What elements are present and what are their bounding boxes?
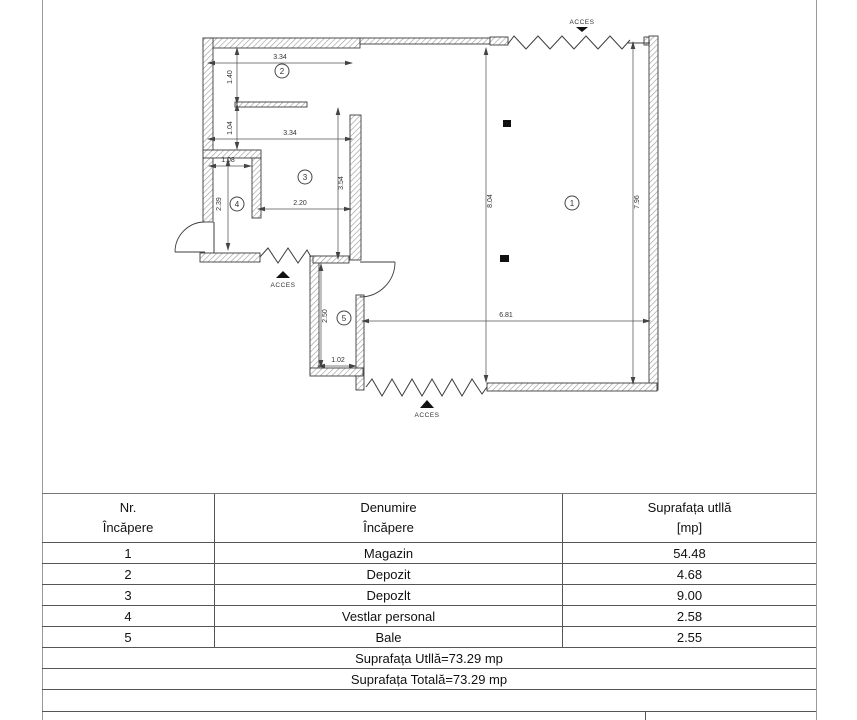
dim-shop-width: 6.81 <box>499 312 513 319</box>
header-nr-incapere <box>42 494 215 542</box>
cell-room-name: Depozlt <box>215 585 563 605</box>
walls <box>200 36 658 391</box>
access-arrow-down-icon <box>576 27 588 32</box>
table-header-row <box>42 494 816 543</box>
table-row <box>42 606 816 627</box>
access-label-top: ACCES <box>569 19 595 26</box>
total-util-row <box>42 648 816 669</box>
column-marker <box>500 255 509 262</box>
door-arc-room5 <box>360 262 395 297</box>
room-marker-2: 2 <box>279 67 285 76</box>
room-marker-4: 4 <box>234 200 240 209</box>
cell-room-name: Depozit <box>215 564 563 584</box>
dim-shop-height-right: 7.96 <box>634 195 641 209</box>
room-marker-1: 1 <box>569 199 575 208</box>
cell-room-name: Vestlar personal <box>215 606 563 626</box>
cell-room-nr: 1 <box>42 543 215 563</box>
dim-room3-width: 2.20 <box>293 200 307 207</box>
dim-room2-width: 3.34 <box>273 54 287 61</box>
cell-room-area: 2.58 <box>676 608 703 624</box>
cell-room-name: Magazin <box>215 543 563 563</box>
dim-room5-width: 1.02 <box>331 357 345 364</box>
table-row <box>42 543 816 564</box>
header-line: Denumire <box>360 500 417 515</box>
columns <box>500 120 511 262</box>
cell-room-nr: 3 <box>42 585 215 605</box>
total-util-text: Suprafața Utllă=73.29 mp <box>355 650 503 666</box>
room-areas-table <box>42 493 816 720</box>
dim-left-lower: 1.04 <box>227 121 234 135</box>
dim-room2-height: 1.40 <box>227 70 234 84</box>
cell-room-name: Bale <box>215 627 563 647</box>
access-label-left: ACCES <box>270 282 296 289</box>
cell-room-area: 2.55 <box>676 629 703 645</box>
total-total-row <box>42 669 816 690</box>
cell-room-area: 9.00 <box>676 587 703 603</box>
dim-room5-height: 2.50 <box>322 309 329 323</box>
cell-room-area: 4.68 <box>676 566 703 582</box>
dimension-lines <box>208 42 650 384</box>
total-total-text: Suprafața Totală=73.29 mp <box>350 671 508 687</box>
door-arc-exterior <box>175 222 205 252</box>
dim-room4-width: 1.08 <box>221 157 235 164</box>
dim-shop-height-left: 8.04 <box>487 194 494 208</box>
room-marker-3: 3 <box>302 173 308 182</box>
partial-bottom-row <box>42 712 816 720</box>
header-suprafata-utila <box>563 494 816 542</box>
header-line: Încăpere <box>363 520 414 535</box>
header-line: Nr. <box>119 500 137 515</box>
cell-room-area: 54.48 <box>673 545 706 561</box>
table-row <box>42 585 816 606</box>
header-line: Încăpere <box>102 520 154 535</box>
access-label-bottom: ACCES <box>414 412 440 419</box>
column-marker <box>503 120 511 127</box>
table-row <box>42 564 816 585</box>
cell-room-nr: 4 <box>42 606 215 626</box>
dim-mid-width: 3.34 <box>283 130 297 137</box>
empty-row <box>42 690 816 712</box>
partial-row-divider <box>645 712 646 720</box>
access-arrow-up-icon <box>276 271 290 278</box>
zigzag-top <box>508 36 630 49</box>
zigzag-bottom <box>366 379 487 396</box>
zigzag-left <box>260 248 311 263</box>
room-marker-5: 5 <box>341 314 347 323</box>
table-row <box>42 627 816 648</box>
header-line: Suprafața utllă <box>647 500 732 515</box>
cell-room-nr: 5 <box>42 627 215 647</box>
header-denumire-incapere <box>215 494 563 542</box>
storefront-zigzags <box>214 36 650 396</box>
header-line: [mp] <box>676 520 703 535</box>
dim-room3-height: 3.54 <box>338 176 345 190</box>
access-arrow-up-icon <box>420 400 434 408</box>
cell-room-nr: 2 <box>42 564 215 584</box>
dim-room4-height: 2.39 <box>216 197 223 211</box>
